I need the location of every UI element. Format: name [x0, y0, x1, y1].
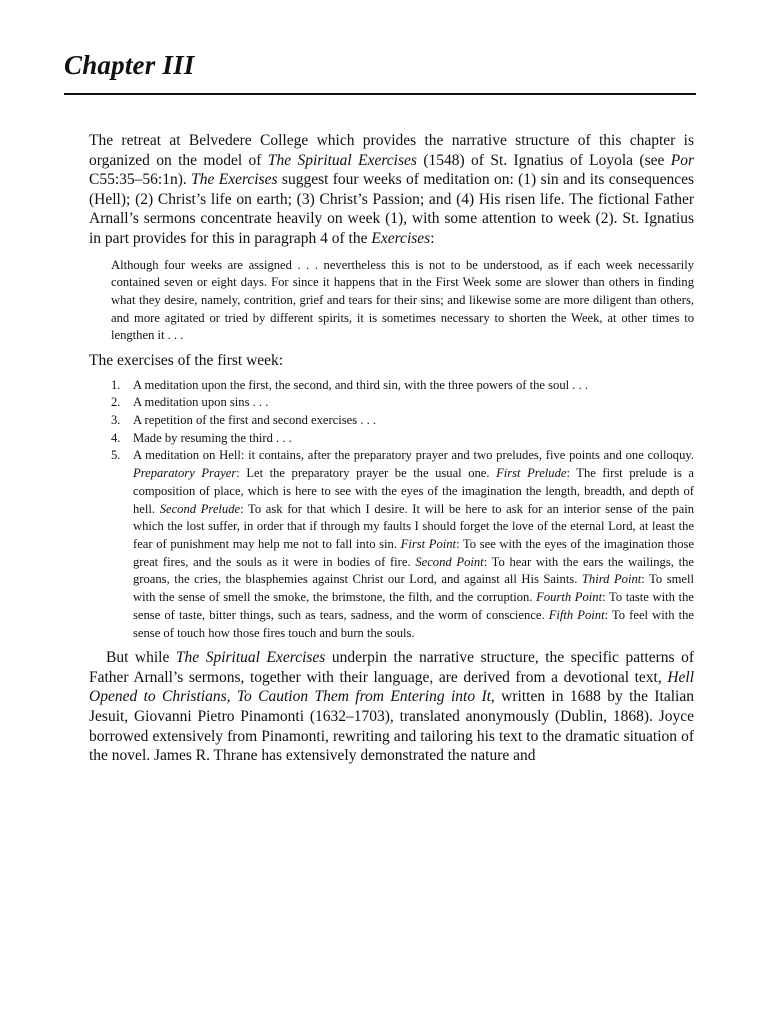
chapter-title: Chapter III	[64, 50, 195, 80]
block-quote: Although four weeks are assigned . . . nevertheless this is not to be understood, as if each week necessarily contained seven or eight days. For since it happens that in the First Week some are slower than others in finding what they desire, namely, contrition, grief and tears for their sins; and likewise some are more diligent than others, and more agitated or tried by different spirits, it is sometimes necessary to shorten the Week, at other times to lengthen it . . .	[111, 257, 694, 343]
list-item: 2. A meditation upon sins . . .	[111, 395, 269, 410]
closing-paragraph: But while The Spiritual Exercises underpin the narrative structure, the specific patterns of Father Arnall’s sermons, together with their language, are derived from a devotional text, Hell Opened to Christians, To Caution Them from Entering into It, written in 1688 by the Italian Jesuit, Giovanni Pietro Pinamonti (1632–1703), translated anonymously (Dublin, 1868). Joyce borrowed extensively from Pinamonti, rewriting and tailoring his text to the dramatic situation of the novel. James R. Thrane has extensively demonstrated the nature and	[89, 649, 694, 765]
page-body	[89, 131, 694, 766]
list-item: 4. Made by resuming the third . . .	[111, 430, 292, 445]
list-item: 3. A repetition of the first and second exercises . . .	[111, 413, 377, 428]
list-item-hell-meditation: 5. A meditation on Hell: it contains, after the preparatory prayer and two preludes, five points and one colloquy. Preparatory Prayer: Let the preparatory prayer be the usual one. First Prelude: The first prelude is a composition of place, which is here to see with the eyes of the imagination the length, breadth, and depth of hell. Second Prelude: To ask for that which I desire. It will be here to ask for an interior sense of the pain which the lost suffer, in order that if through my faults I should forget the love of the eternal Lord, at least the fear of punishment may help me not to fall into sin. First Point: To see with the eyes of the imagination those great fires, and the souls as it were in bodies of fire. Second Point: To hear with the ears the wailings, the groans, the cries, the blasphemies against Christ our Lord, and against all His Saints. Third Point: To smell with the sense of smell the smoke, the brimstone, the filth, and the corruption. Fourth Point: To taste with the sense of taste, bitter things, such as tears, sadness, and the worm of conscience. Fifth Point: To feel with the sense of touch how those fires touch and burn the souls.	[111, 448, 695, 640]
exercise-list	[89, 377, 694, 643]
list-item: 1. A meditation upon the first, the second, and third sin, with the three powers of the soul . . .	[111, 377, 589, 392]
intro-paragraph: The retreat at Belvedere College which provides the narrative structure of this chapter is organized on the model of The Spiritual Exercises (1548) of St. Ignatius of Loyola (see Por C55:35–56:1n). The Exercises suggest four weeks of meditation on: (1) sin and its consequences (Hell); (2) Christ’s life on earth; (3) Christ’s Passion; and (4) His risen life. The fictional Father Arnall’s sermons concentrate heavily on week (1), with some attention to week (2). St. Ignatius in part provides for this in paragraph 4 of the Exercises:	[89, 132, 694, 247]
exercises-subheading: The exercises of the first week:	[89, 352, 284, 370]
title-rule	[64, 93, 696, 95]
